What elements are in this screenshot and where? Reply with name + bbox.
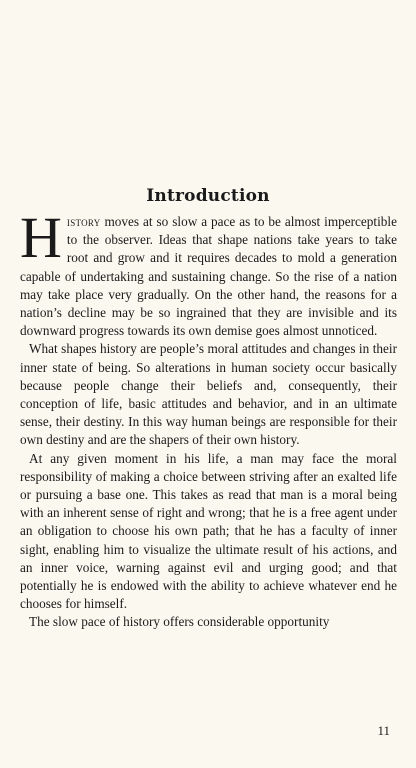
drop-cap: H — [20, 205, 62, 270]
paragraph-4: The slow pace of history offers considerable opportunity — [29, 614, 330, 630]
small-caps-lead: istory — [66, 214, 101, 229]
page-number: 11 — [377, 723, 390, 738]
chapter-title: Introduction — [146, 186, 270, 206]
paragraph-1-text: moves at so slow a pace as to be almost imperceptible to the observer. Ideas that shape nations take years to take root and grow and it requires decades to mold a generation capable of undertaking and sustaining change. So the rise of a nation may take place very gradually. On the other hand, the reasons for a nation’s decline may be so ingrained that they are invisible and its downward progress towards its own demise goes almost unnoticed. — [20, 214, 397, 339]
paragraph-2: What shapes history are people’s moral attitudes and changes in their inner state of being. So alterations in human society occur basically because people change their beliefs and, consequently, their conception of life, basic attitudes and behavior, and in an ultimate sense, their destiny. In this way human beings are responsible for their own destiny and are the shapers of their own history. — [20, 341, 397, 448]
paragraph-3: At any given moment in his life, a man may face the moral responsibility of making a choice between striving after an exalted life or pursuing a base one. This takes as read that man is a moral being with an inherent sense of right and wrong; that he is a free agent under an obligation to choose his own path; that he has a faculty of inner sight, enabling him to visualize the ultimate result of his actions, and an inner voice, warning against evil and urging good; and that potentially he is endowed with the ability to achieve whatever end he chooses for himself. — [20, 450, 397, 612]
paragraph-1 — [20, 205, 397, 340]
body-text — [20, 205, 397, 632]
